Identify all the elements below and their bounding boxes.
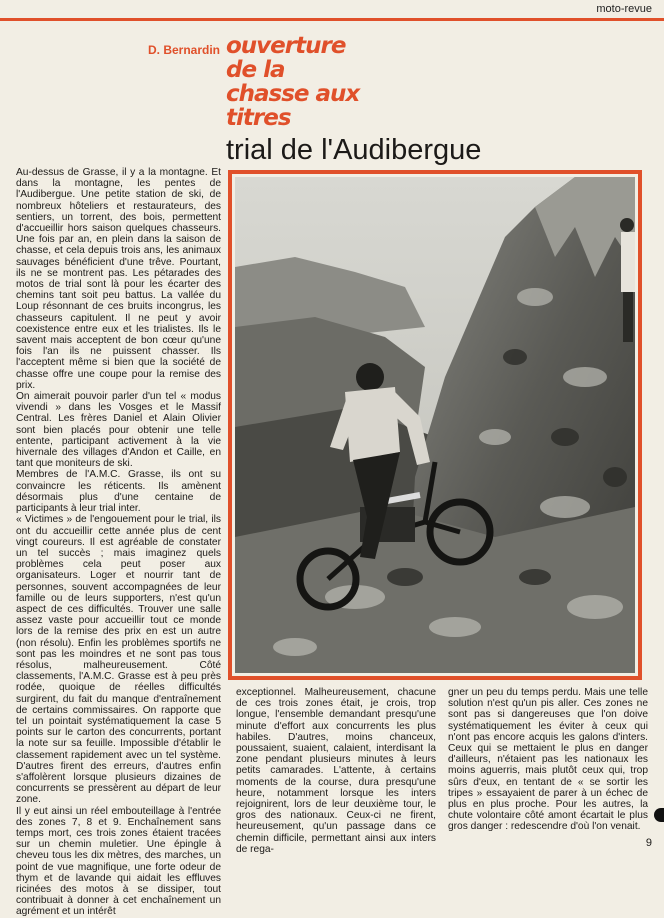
- headline-line: de la: [226, 57, 285, 83]
- article-column-right: gner un peu du temps perdu. Mais une telle solution n'est qu'un pis aller. Ces zones ne sont pas si dangereuses que l'on doive systématiquement les éviter à ceux qui n'ont pas encore acquis les galons d'inters. Ceux qui se mettaient le plus en danger d'ailleurs, n'étaient pas les nationaux les moins aguerris, mais plutôt ceux qui, trop sûrs d'eux, en tentant de « se sortir les tripes » essayaient de parer à un échec de plus en plus proche. Pour les autres, la chute volontaire côté amont écartait le plus gros danger : redescendre d'où l'on venait.: [448, 687, 648, 833]
- article-subtitle: trial de l'Audibergue: [226, 134, 482, 166]
- author-byline: D. Bernardin: [148, 43, 221, 57]
- article-column-left: Au-dessus de Grasse, il y a la montagne. Et dans la montagne, les pentes de l'Audibergue. Une petite station de ski, de nombreux hôteliers et restaurateurs, des sentiers, un torrent, des bois, permettent d'accueillir hors saison quelques chasseurs. Une fois par an, en plein dans la saison de chasse, et cela depuis trois ans, les animaux sauvages bénéficient d'une trêve. Pourtant, ils ne se montrent pas. Les pétarades des motos de trial sont là pour les écarter des chemins tant soit peu battus. La vallée du Loup résonnant de ces bruits incongrus, les chasseurs capitulent. Il ne peut y avoir coexistence entre eux et les trialistes. Ils le savent mais acceptent de bon cœur qu'une fois l'an ils ne puissent chasser. Ils l'acceptent même si bien que la société de chasse offre une coupe pour la remise des prix. On aimerait pouvoir parler d'un tel « modus vivendi » dans les Vosges et le Massif Central. Les frères Daniel et Alain Olivier sont bien placés pour obtenir une telle entente, participant activement à la vie hivernale des villages d'Andon et Caille, en tant que moniteurs de ski. Membres de l'A.M.C. Grasse, ils ont su convaincre les réticents. Ils amènent désormais plus d'une centaine de participants à leur trial inter. « Victimes » de l'engouement pour le trial, ils ont du accueillir cette année plus de cent vingt coureurs. Il est agréable de constater un tel succès ; mais imaginez quels problèmes cela peut poser aux organisateurs. Loger et nourrir tant de personnes, souvent accompagnées de leur famille ou de leurs supporters, n'est qu'un aspect de ces difficultés. Trouver une salle assez vaste pour accueillir tout ce monde lors de la remise des prix en est un autre (non résolu). Enfin les problèmes sportifs ne sont pas les moindres et ne sont pas tous résolus, malheureusement. Côté classements, l'A.M.C. Grasse est à peu près rodée, quoique de réelles difficultés surgirent, du fait du manque d'entraînement de certains commissaires. On rapporte que tel un pointait systématiquement la case 5 points sur le carton des concurrents, portant la note sur sa feuille. Impossible d'établir le classement rapidement avec un tel système. D'autres firent des erreurs, d'autres enfin s'affolèrent lorsque plusieurs dizaines de concurrents se pressèrent au départ de leur zone. Il y eut ainsi un réel embouteillage à l'entrée des zones 7, 8 et 9. Enchaînement sans temps mort, ces trois zones étaient tracées sur un chemin muletier. Une épingle à cheveu tous les dix mètres, des marches, un point de vue magnifique, une forte odeur de thym et de lavande qui aidait les effluves ricinées des motos à se dissiper, tout contribuait à donner à cet enchaînement un agrément et un intérêt: [16, 167, 221, 918]
- top-rule: [0, 18, 664, 21]
- headline-line: titres: [226, 105, 291, 131]
- headline-line: ouverture: [226, 33, 346, 59]
- page-tab-marker: [654, 808, 664, 822]
- magazine-name: moto-revue: [596, 3, 652, 15]
- page-number: 9: [645, 837, 652, 849]
- trial-rider-photo: [235, 177, 635, 673]
- article-column-middle: exceptionnel. Malheureusement, chacune de ces trois zones était, je crois, trop longue, l'ensemble demandant presqu'une minute d'effort aux concurrents les plus habiles. D'autres, moins chanceux, poussaient, suaient, calaient, interdisant la zone pendant plusieurs minutes à leurs petits camarades. L'attente, à certains moments de la course, dura presqu'une heure, notamment lorsque les inters rejoignirent, lors de leur deuxième tour, le gros des nationaux. Ceux-ci ne firent, heureusement, qu'un passage dans ce chemin difficile, permettant ainsi aux inters de rega-: [236, 687, 436, 855]
- headline-line: chasse aux: [226, 81, 360, 107]
- photo-frame: [228, 170, 642, 680]
- headline: [226, 34, 426, 130]
